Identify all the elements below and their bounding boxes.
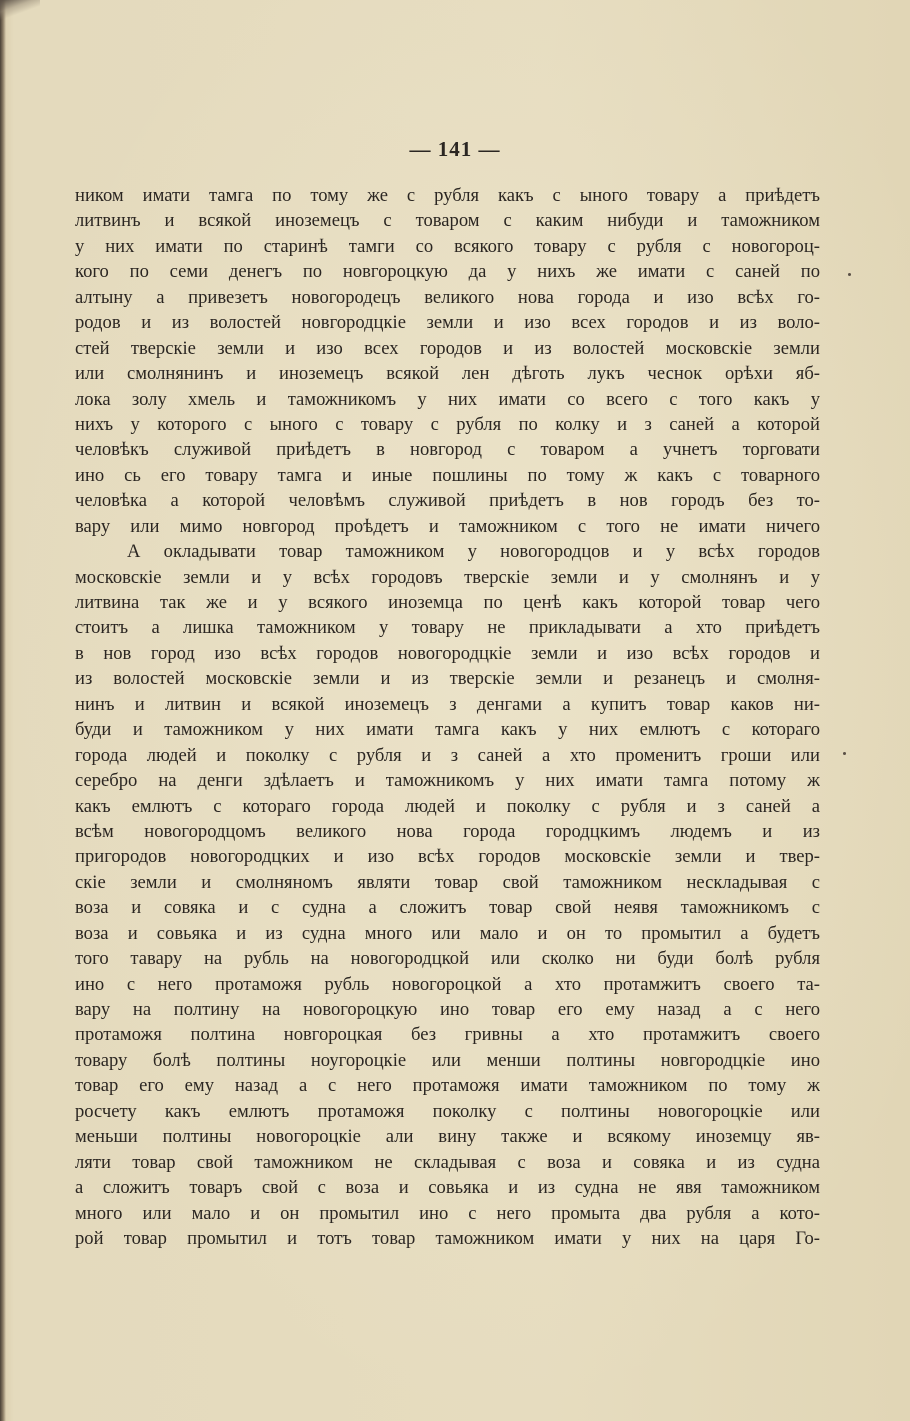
text-line: скіе земли и смолняномъ являти товар свой таможником нескладывая с [75,871,820,893]
text-line: нихъ у которого с ыного с товару с рубля по колку и з саней а которой [75,413,820,435]
text-line: родов и из волостей новгородцкіе земли и изо всех городов и из воло- [75,312,820,334]
text-line: города людей и поколку с рубля и з саней а хто променитъ гроши или [75,744,820,766]
text-line: товару болѣ полтины ноугороцкіе или менши полтины новгородцкіе ино [75,1049,820,1071]
text-line: нинъ и литвин и всякой иноземецъ з денгами а купитъ товар каков ни- [75,693,820,715]
text-line: у них имати по старинѣ тамги со всякого товару с рубля с новогороц- [75,235,820,257]
text-line: А окладывати товар таможником у новогородцов и у всѣх городов [127,541,820,563]
text-line: воза и совяка и с судна а сложитъ товар свой неявя таможникомъ с [75,897,820,919]
text-line: литвина так же и у всякого иноземца по ценѣ какъ которой товар чего [75,592,820,613]
text-line: московскіе земли и у всѣх городовъ тверскіе земли и у смолнянъ и у [75,566,820,588]
text-line: пригородов новогородцких и изо всѣх городов московскіе земли и твер- [75,846,820,868]
text-line: человѣкъ служивой приѣдетъ в новгород с товаром а учнетъ торговати [75,439,820,461]
text-line: много или мало и он промытил ино с него промыта два рубля а кото- [75,1202,820,1224]
text-line: ино с него протаможя рубль новогороцкой а хто протамжитъ своего та- [75,973,820,995]
text-line: протаможя полтина новгороцкая без гривны а хто протамжитъ своего [75,1024,820,1046]
text-line: воза и совьяка и из судна много или мало и он то промытил а будетъ [75,922,820,944]
text-line: росчету какъ емлютъ протаможя поколку с полтины новогороцкіе или [75,1100,820,1122]
text-line: ляти товар свой таможником не складывая с воза и совяка и из судна [75,1151,820,1173]
text-line: ником имати тамга по тому же с рубля какъ с ыного товару а приѣдетъ [75,185,820,206]
page-spine-edge [0,0,6,1421]
text-line: человѣка а которой человѣмъ служивой приѣдетъ в нов городъ без то- [75,490,820,512]
text-line: ино сь его товару тамга и иные пошлины по тому ж какъ с товарного [75,464,820,486]
text-line: литвинъ и всякой иноземецъ с товаром с каким нибуди и таможником [75,210,820,232]
text-line: серебро на денги здѣлаетъ и таможникомъ у них имати тамга потому ж [75,770,820,792]
text-line: алтыну а привезетъ новогородецъ великого нова города и изо всѣх го- [75,286,820,308]
text-line: буди и таможником у них имати тамга какъ у них емлютъ с котораго [75,719,820,741]
body-text [75,183,820,1251]
text-line: всѣм новогородцомъ великого нова города городцкимъ людемъ и из [75,820,820,842]
text-line: из волостей московскіе земли и из тверскіе земли и резанецъ и смолня- [75,668,820,690]
text-line: в нов город изо всѣх городов новогородцкіе земли и изо всѣх городов и [75,642,820,664]
text-line: товар его ему назад а с него протаможя имати таможником по тому ж [75,1075,820,1097]
text-line: вару или мимо новгород проѣдетъ и таможником с того не имати ничего [75,515,820,537]
text-line: лока золу хмель и таможникомъ у них имати со всего с того какъ у [75,388,820,410]
page-corner-shadow [0,0,40,20]
speck-mark [843,752,846,755]
speck-mark [848,273,851,276]
text-line: меньши полтины новогороцкіе али вину также и всякому иноземцу яв- [75,1126,820,1148]
text-line: стей тверскіе земли и изо всех городов и из волостей московскіе земли [75,337,820,359]
text-line: того тавару на рубль на новогородцкой или сколко ни буди болѣ рубля [75,948,820,970]
text-line: кого по семи денегъ по новгороцкую да у нихъ же имати с саней по [75,261,820,283]
text-line: стоитъ а лишка таможником у товару не прикладывати а хто приѣдетъ [75,617,820,639]
text-line: а сложитъ товаръ свой с воза и совьяка и из судна не явя таможником [75,1177,820,1199]
text-line: рой товар промытил и тотъ товар таможником имати у них на царя Го- [75,1227,820,1249]
page-number: — 141 — [409,137,501,161]
text-line: вару на полтину на новогороцкую ино товар его ему назад а с него [75,999,820,1020]
text-line: какъ емлютъ с котораго города людей и поколку с рубля и з саней а [75,795,820,817]
text-line: или смолнянинъ и иноземецъ всякой лен дѣготь лукъ чеснок орѣхи яб- [75,363,820,385]
